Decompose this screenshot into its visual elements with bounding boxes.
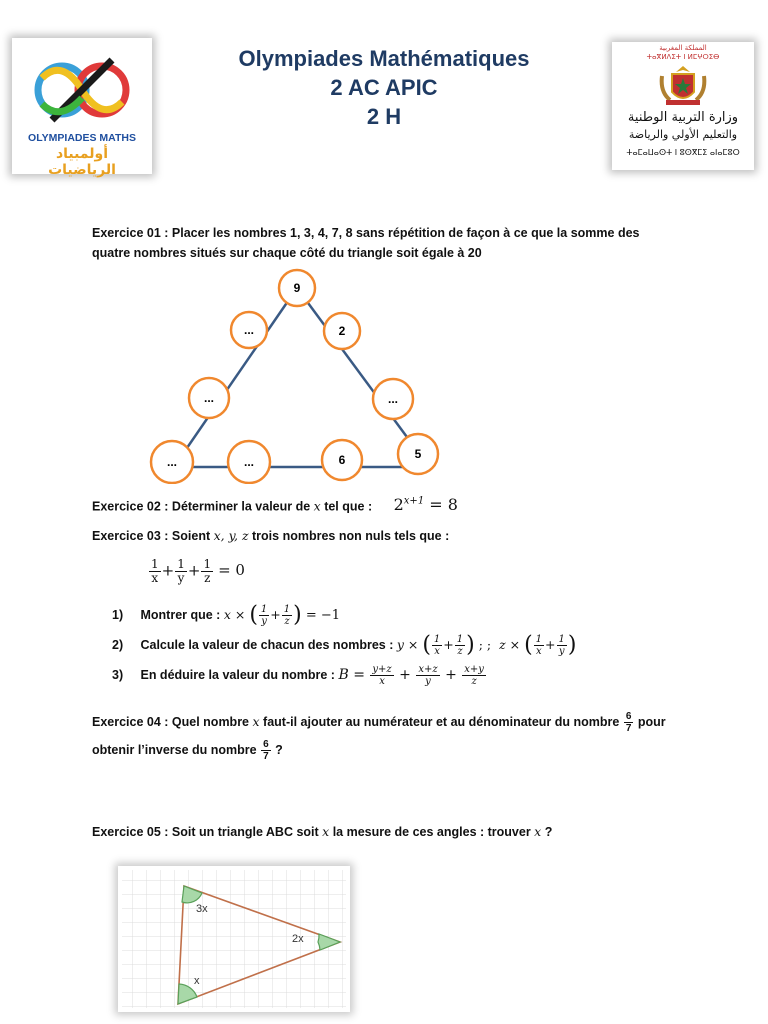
exercise-01-line2: quatre nombres situés sur chaque côté du triangle soit égale à 20 — [92, 246, 482, 260]
circle-right-1 — [324, 313, 360, 349]
circle-left-1-value: ... — [243, 323, 255, 337]
coat-of-arms-icon — [658, 62, 708, 108]
emblem-line2: ⵜⴰⴳⵍⴷⵉⵜ ⵏ ⵍⵎⵖⵔⵉⴱ — [646, 53, 720, 61]
circle-right-2-value: ... — [387, 392, 399, 406]
exercise-04-part4: obtenir l’inverse du nombre — [92, 743, 261, 757]
exercise-03-item-3: 3) En déduire la valeur du nombre : B = $\frac{y+z}{x}$ + $\frac{x+z}{y}$ + $\frac{x+y}{z}$ — [112, 664, 484, 687]
item-1-var: x — [223, 606, 231, 622]
eq-exponent: x+1 — [403, 496, 425, 507]
item-1-fa-den: y — [261, 616, 267, 627]
main-plus-2: + — [187, 561, 201, 580]
exercise-04-frac2-den: 7 — [263, 751, 269, 763]
item-2-var1: y — [396, 636, 404, 652]
item-1-fa-num: 1 — [260, 604, 268, 615]
item-2-number: 2) — [112, 637, 124, 652]
item-3-fa-num: y+z — [372, 664, 392, 675]
exercise-04-frac-den: 7 — [625, 723, 632, 735]
header-title: Olympiades Mathématiques — [238, 46, 530, 71]
item-3-fc-den: z — [471, 676, 477, 687]
exercise-02-equation — [394, 495, 458, 514]
circle-bottom-2 — [228, 441, 270, 483]
exercise-05-part1: Exercice 05 : Soit un triangle ABC soit — [92, 825, 323, 839]
exercise-04-text — [92, 708, 712, 764]
item-2-separator: ; ; — [474, 636, 500, 652]
item-2-fd-den: y — [558, 646, 565, 657]
olympiades-logo — [12, 38, 152, 178]
exercise-03-text — [92, 526, 692, 546]
exercise-03-vars: x, y, z — [213, 528, 249, 543]
circle-right-2 — [373, 379, 413, 419]
main-plus-1: + — [161, 561, 175, 580]
main-eq-rhs: = 0 — [218, 561, 245, 580]
main-f1-num: 1 — [151, 557, 159, 571]
circle-left-2 — [189, 378, 229, 418]
item-3-fb-den: y — [425, 676, 431, 687]
exercise-04-var: x — [252, 714, 260, 729]
exercise-04-part1: Exercice 04 : Quel nombre — [92, 715, 253, 729]
ministry-emblem — [612, 42, 754, 170]
exercise-04-part3: pour — [634, 715, 666, 729]
item-3-number: 3) — [112, 667, 124, 682]
main-f2-num: 1 — [177, 557, 185, 571]
triangle-abc-diagram — [118, 866, 350, 1012]
item-2-fa-den: x — [434, 646, 440, 657]
circle-left-2-value: ... — [203, 391, 215, 405]
main-f3-den: z — [204, 571, 211, 585]
item-2-fc-num: 1 — [535, 634, 543, 645]
emblem-line4: والتعليم الأولي والرياضة — [628, 128, 738, 141]
exercise-02-var: x — [313, 498, 321, 514]
circle-bottom-1 — [151, 441, 193, 483]
angle-label-b: 2x — [292, 933, 304, 945]
page-header — [180, 44, 588, 131]
item-2-var2: z — [499, 636, 506, 652]
item-2-fa-num: 1 — [433, 634, 441, 645]
exercise-04-frac-num: 6 — [625, 711, 632, 723]
item-3-fc-num: x+y — [464, 664, 484, 675]
circle-bottom-right-value: 5 — [414, 447, 422, 461]
emblem-line5: ⵜⴰⵎⴰⵡⴰⵙⵜ ⵏ ⵓⵙⴳⵎⵉ ⴰⵏⴰⵎⵓⵔ — [626, 148, 740, 157]
item-2-fc-den: x — [536, 646, 542, 657]
header-duration: 2 H — [366, 104, 402, 129]
triangle-abc-figure — [118, 866, 350, 1012]
angle-label-c: x — [194, 975, 200, 987]
exercise-05-part2: la mesure de ces angles : trouver — [329, 825, 535, 839]
eq-rhs: = 8 — [424, 495, 458, 515]
main-f1-den: x — [151, 571, 159, 585]
main-f3-num: 1 — [203, 557, 212, 571]
item-1-number: 1) — [112, 607, 124, 622]
item-2-fb-num: 1 — [456, 634, 464, 645]
header-level: 2 AC APIC — [330, 75, 438, 100]
exercise-04-part5: ? — [271, 743, 283, 757]
item-1-rhs: = −1 — [301, 607, 341, 623]
exercise-03-item-2: 2) Calcule la valeur de chacun des nombres : y × ( $\frac{1}{x}$ + $\frac{1}{z}$ ) ; ; z × ( $\frac{1}{x}$ + $\frac{1}{y}$ ) — [112, 632, 577, 658]
logo-text-latin: OLYMPIADES MATHS — [28, 132, 136, 144]
exercise-02-text — [92, 492, 692, 516]
number-triangle-diagram — [140, 262, 460, 484]
item-1-label: Montrer que : — [140, 607, 224, 622]
circle-bottom-1-value: ... — [166, 455, 178, 469]
eq-base: 2 — [393, 495, 404, 515]
exercise-04-frac2-num: 6 — [263, 739, 269, 751]
item-2-fd-num: 1 — [558, 634, 565, 645]
exercise-01-label: Exercice 01 : — [92, 226, 172, 240]
item-3-var: B — [338, 666, 349, 683]
exercise-03-after: trois nombres non nuls tels que : — [248, 529, 450, 543]
exercise-01-line1: Placer les nombres 1, 3, 4, 7, 8 sans répétition de façon à ce que la somme des — [171, 226, 640, 240]
circle-bottom-right — [398, 434, 438, 474]
exercise-05-part3: ? — [541, 825, 553, 839]
item-3-fb-num: x+z — [418, 664, 438, 675]
circle-bottom-3-value: 6 — [338, 453, 346, 467]
emblem-line1: المملكة المغربية — [659, 44, 707, 52]
exercise-02-after: tel que : — [320, 499, 373, 514]
exercise-01-text — [92, 223, 692, 263]
item-1-times: × — [230, 606, 250, 622]
circle-bottom-3 — [322, 440, 362, 480]
exercise-03-label: Exercice 03 : Soient — [92, 529, 214, 543]
item-3-fa-den: x — [379, 676, 385, 687]
item-1-fb-num: 1 — [283, 604, 291, 615]
item-2-label: Calcule la valeur de chacun des nombres : — [140, 637, 397, 652]
circle-top — [279, 270, 315, 306]
angle-label-a: 3x — [196, 903, 208, 915]
exercise-03-item-1: 1) Montrer que : x × ( $\frac{1}{y}$ + $\frac{1}{z}$ ) = −1 — [112, 602, 341, 628]
exercise-05-var-2: x — [534, 824, 542, 839]
circle-top-value: 9 — [293, 281, 301, 295]
logo-text-arabic: أولمبياد الرياضيات — [48, 146, 116, 178]
emblem-line3: وزارة التربية الوطنية — [627, 110, 739, 125]
exercise-04-part2: faut-il ajouter au numérateur et au dénominateur du nombre — [259, 715, 623, 729]
exercise-05-text — [92, 822, 712, 842]
exercise-02-label: Exercice 02 : Déterminer la valeur de — [92, 499, 314, 514]
item-3-eq: = — [348, 666, 370, 683]
main-f2-den: y — [177, 571, 185, 585]
item-1-fb-den: z — [284, 616, 290, 627]
circle-right-1-value: 2 — [338, 324, 346, 338]
exercise-03-main-equation — [148, 558, 245, 585]
exercise-05-var-1: x — [322, 824, 330, 839]
circle-bottom-2-value: ... — [243, 455, 255, 469]
item-2-fb-den: z — [457, 646, 463, 657]
item-3-label: En déduire la valeur du nombre : — [140, 667, 339, 682]
circle-left-1 — [231, 312, 267, 348]
